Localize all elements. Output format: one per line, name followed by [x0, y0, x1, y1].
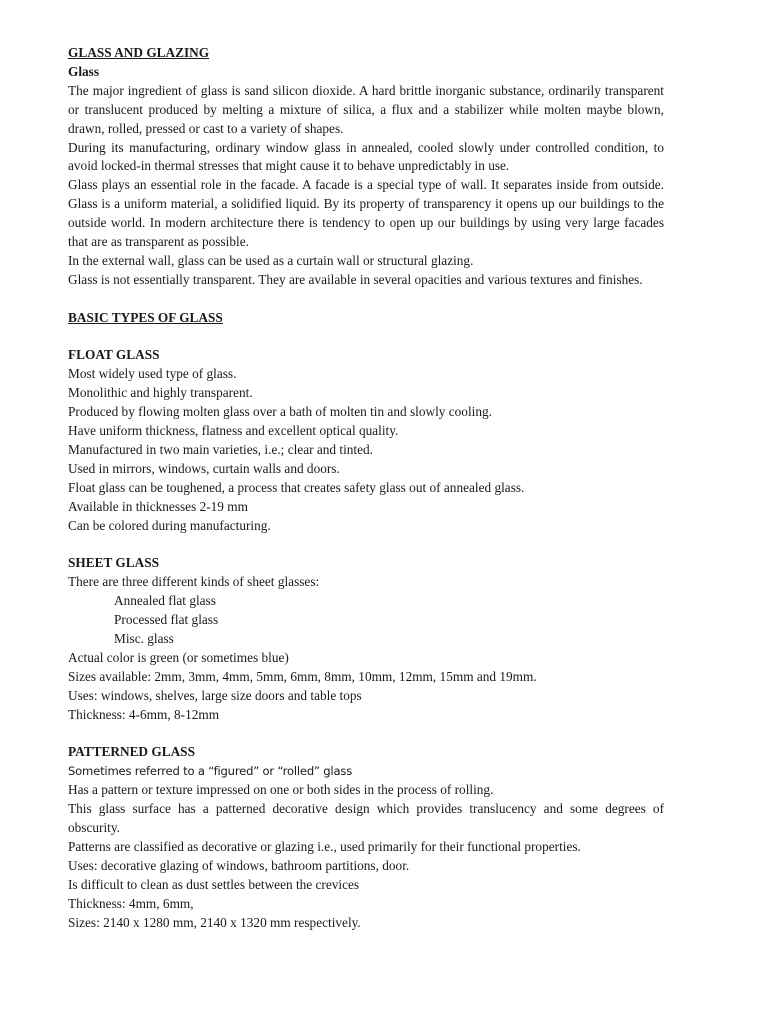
float-glass-line: Used in mirrors, windows, curtain walls and doors. — [68, 460, 340, 476]
sheet-glass-line: Thickness: 4-6mm, 8-12mm — [68, 706, 220, 722]
spacer — [68, 536, 664, 555]
float-glass-line: Produced by flowing molten glass over a bath of molten tin and slowly cooling. — [68, 404, 492, 420]
float-glass-line: Can be colored during manufacturing. — [68, 517, 271, 533]
float-glass-line: Available in thicknesses 2-19 mm — [68, 498, 248, 514]
sheet-glass-kind: Processed flat glass — [114, 612, 219, 628]
float-glass-line: Manufactured in two main varieties, i.e.; clear and tinted. — [68, 442, 373, 457]
spacer — [68, 725, 664, 744]
patterned-glass-line: Has a pattern or texture impressed on one or both sides in the process of rolling. — [68, 782, 494, 798]
intro-paragraph: Glass is not essentially transparent. They are available in several opacities and various textures and finishes. — [68, 271, 643, 287]
sheet-glass-line: Actual color is green (or sometimes blue) — [68, 649, 289, 665]
patterned-glass-alt-line: Sometimes referred to a “figured” or “rolled” glass — [68, 764, 353, 779]
sheet-glass-kind: Annealed flat glass — [114, 593, 216, 609]
patterned-glass-line: Is difficult to clean as dust settles between the crevices — [68, 876, 360, 892]
spacer — [68, 290, 664, 309]
float-glass-line: Float glass can be toughened, a process that creates safety glass out of annealed glass. — [68, 479, 525, 495]
float-glass-line: Most widely used type of glass. — [68, 366, 237, 382]
patterned-glass-line: Sizes: 2140 x 1280 mm, 2140 x 1320 mm respectively. — [68, 914, 361, 930]
float-glass-line: Monolithic and highly transparent. — [68, 385, 253, 401]
section-subtitle-glass: Glass — [68, 63, 100, 79]
float-glass-line: Have uniform thickness, flatness and excellent optical quality. — [68, 423, 399, 439]
patterned-glass-heading: PATTERNED GLASS — [68, 744, 195, 760]
patterned-glass-line: This glass surface has a patterned decorative design which provides translucency and some degrees of obscurity. — [68, 801, 664, 836]
sheet-glass-line: Sizes available: 2mm, 3mm, 4mm, 5mm, 6mm, 8mm, 10mm, 12mm, 15mm and 19mm. — [68, 668, 537, 684]
sheet-glass-kind: Misc. glass — [114, 631, 174, 647]
intro-paragraph: Glass plays an essential role in the facade. A facade is a special type of wall. It separates inside from outside. Glass is a uniform material, a solidified liquid. By its property of transparency it opens up our buildings to the outside world. In modern architecture there is tendency to open up our buildings by using very large facades that are as transparent as possible. — [68, 177, 664, 250]
patterned-glass-line: Thickness: 4mm, 6mm, — [68, 895, 194, 911]
float-glass-heading: FLOAT GLASS — [68, 347, 160, 363]
document-page — [68, 44, 664, 933]
patterned-glass-line: Uses: decorative glazing of windows, bathroom partitions, door. — [68, 857, 410, 873]
intro-paragraph: In the external wall, glass can be used as a curtain wall or structural glazing. — [68, 252, 474, 268]
sheet-glass-intro: There are three different kinds of sheet glasses: — [68, 574, 320, 590]
sheet-glass-heading: SHEET GLASS — [68, 555, 160, 571]
spacer — [68, 328, 664, 347]
intro-paragraph: During its manufacturing, ordinary window glass in annealed, cooled slowly under controlled condition, to avoid locked-in thermal stresses that might cause it to behave unpredictably in use. — [68, 139, 664, 174]
document-title: GLASS AND GLAZING — [68, 45, 210, 60]
patterned-glass-line: Patterns are classified as decorative or glazing i.e., used primarily for their functional properties. — [68, 839, 581, 854]
basic-types-heading: BASIC TYPES OF GLASS — [68, 309, 223, 325]
sheet-glass-line: Uses: windows, shelves, large size doors and table tops — [68, 687, 362, 703]
intro-paragraph: The major ingredient of glass is sand silicon dioxide. A hard brittle inorganic substance, ordinarily transparent or translucent produced by melting a mixture of silica, a flux and a stabilizer while molten maybe blown, drawn, rolled, pressed or cast to a variety of shapes. — [68, 82, 664, 136]
